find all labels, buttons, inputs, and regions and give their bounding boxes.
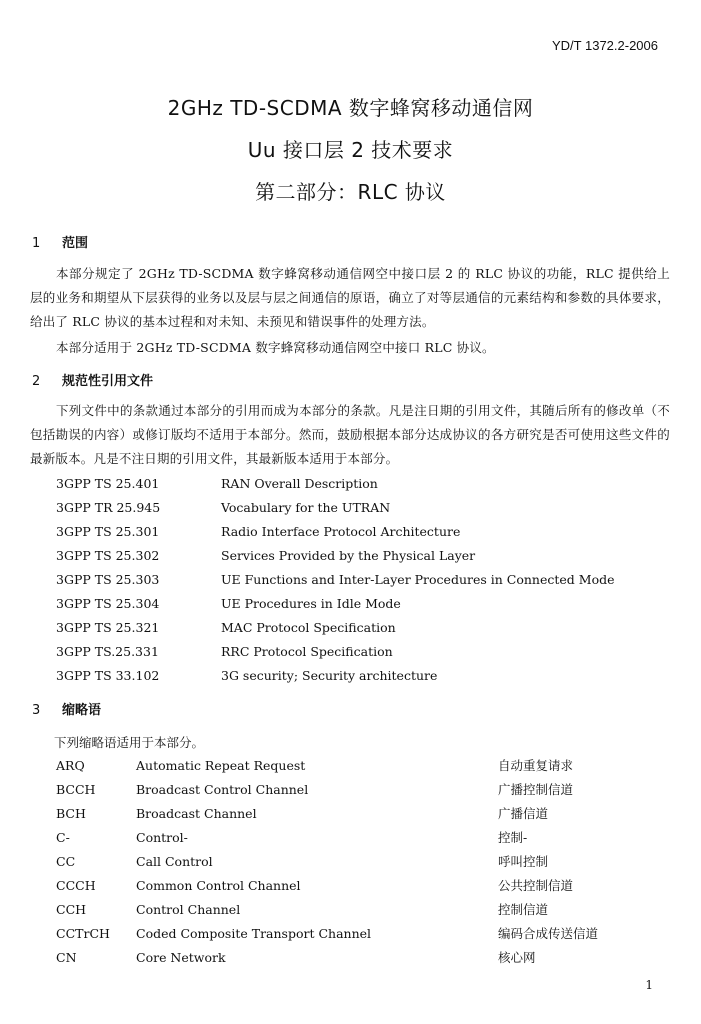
abbreviation-chinese: 广播信道 [498,806,549,821]
abbreviation-english: Control Channel [136,902,241,917]
section-2-title: 规范性引用文件 [62,374,154,389]
standard-code: YD/T 1372.2-2006 [552,38,658,53]
abbreviation-chinese: 广播控制信道 [498,782,574,797]
section-2-heading [32,370,153,389]
abbreviations-intro: 下列缩略语适用于本部分。 [54,735,205,750]
reference-title: UE Functions and Inter-Layer Procedures in Connected Mode [221,572,615,587]
abbreviation-term: CCH [56,902,87,917]
abbreviation-term: CCCH [56,878,96,893]
reference-title: 3G security; Security architecture [221,668,438,683]
abbreviation-row [56,754,656,778]
abbreviation-row [56,922,656,946]
abbreviation-term: BCH [56,806,86,821]
section-2-number: 2 [32,374,41,389]
reference-title: Radio Interface Protocol Architecture [221,524,461,539]
section-3-heading [32,699,101,718]
abbreviation-english: Call Control [136,854,213,869]
section-1-paragraph-1: 本部分规定了 2GHz TD-SCDMA 数字蜂窝移动通信网空中接口层 2 的 RLC 协议的功能，RLC 提供给上层的业务和期望从下层获得的业务以及层与层之间通信的原语，确立了对等层通信的元素结构和参数的具体要求，给出了 RLC 协议的基本过程和对未知、未预见和错误事件的处理方法。 [30,266,670,329]
abbreviation-row [56,946,656,970]
reference-id: 3GPP TS 25.301 [56,524,160,539]
abbreviation-english: Broadcast Channel [136,806,257,821]
abbreviation-english: Automatic Repeat Request [136,758,306,773]
reference-id: 3GPP TS 25.304 [56,596,160,611]
abbreviation-english: Control- [136,830,188,845]
reference-id: 3GPP TR 25.945 [56,500,161,515]
abbreviation-term: CC [56,854,76,869]
abbreviation-row [56,778,656,802]
abbreviation-english: Coded Composite Transport Channel [136,926,372,941]
reference-id: 3GPP TS.25.331 [56,644,159,659]
abbreviation-row [56,898,656,922]
section-1-number: 1 [32,236,41,251]
reference-title: UE Procedures in Idle Mode [221,596,401,611]
abbreviation-row [56,874,656,898]
page-number: 1 [645,978,653,992]
abbreviation-english: Common Control Channel [136,878,301,893]
abbreviation-english: Core Network [136,950,226,965]
reference-id: 3GPP TS 25.302 [56,548,160,563]
section-1-heading [32,232,88,251]
abbreviation-term: CN [56,950,77,965]
reference-title: Services Provided by the Physical Layer [221,548,476,563]
abbreviation-chinese: 控制- [498,830,528,845]
abbreviation-term: ARQ [56,758,85,773]
abbreviation-chinese: 公共控制信道 [498,878,574,893]
abbreviation-row [56,850,656,874]
abbreviation-term: BCCH [56,782,96,797]
abbreviation-term: CCTrCH [56,926,110,941]
section-1-paragraph-2: 本部分适用于 2GHz TD-SCDMA 数字蜂窝移动通信网空中接口 RLC 协议。 [56,340,495,355]
document-title-line1: 2GHz TD-SCDMA 数字蜂窝移动通信网 [167,96,534,120]
abbreviation-chinese: 自动重复请求 [498,758,574,773]
reference-title: RRC Protocol Specification [221,644,393,659]
section-3-title: 缩略语 [62,703,102,718]
reference-id: 3GPP TS 25.321 [56,620,160,635]
section-3-number: 3 [32,703,41,718]
abbreviation-row [56,802,656,826]
reference-id: 3GPP TS 33.102 [56,668,160,683]
document-title-line2: Uu 接口层 2 技术要求 [247,138,454,162]
reference-title: MAC Protocol Specification [221,620,396,635]
reference-title: RAN Overall Description [221,476,378,491]
abbreviation-chinese: 编码合成传送信道 [498,926,599,941]
reference-id: 3GPP TS 25.401 [56,476,160,491]
abbreviation-chinese: 核心网 [498,950,536,965]
abbreviations-list [56,754,656,970]
reference-title: Vocabulary for the UTRAN [221,500,391,515]
section-2-paragraph-1: 下列文件中的条款通过本部分的引用而成为本部分的条款。凡是注日期的引用文件，其随后所有的修改单（不包括勘误的内容）或修订版均不适用于本部分。然而，鼓励根据本部分达成协议的各方研究是否可使用这些文件的最新版本。凡是不注日期的引用文件，其最新版本适用于本部分。 [30,403,670,466]
reference-id: 3GPP TS 25.303 [56,572,160,587]
abbreviation-term: C- [56,830,70,845]
document-title-line3: 第二部分：RLC 协议 [255,180,446,204]
abbreviation-chinese: 控制信道 [498,902,549,917]
section-1-title: 范围 [62,236,89,251]
abbreviation-row [56,826,656,850]
abbreviation-chinese: 呼叫控制 [498,854,549,869]
abbreviation-english: Broadcast Control Channel [136,782,309,797]
